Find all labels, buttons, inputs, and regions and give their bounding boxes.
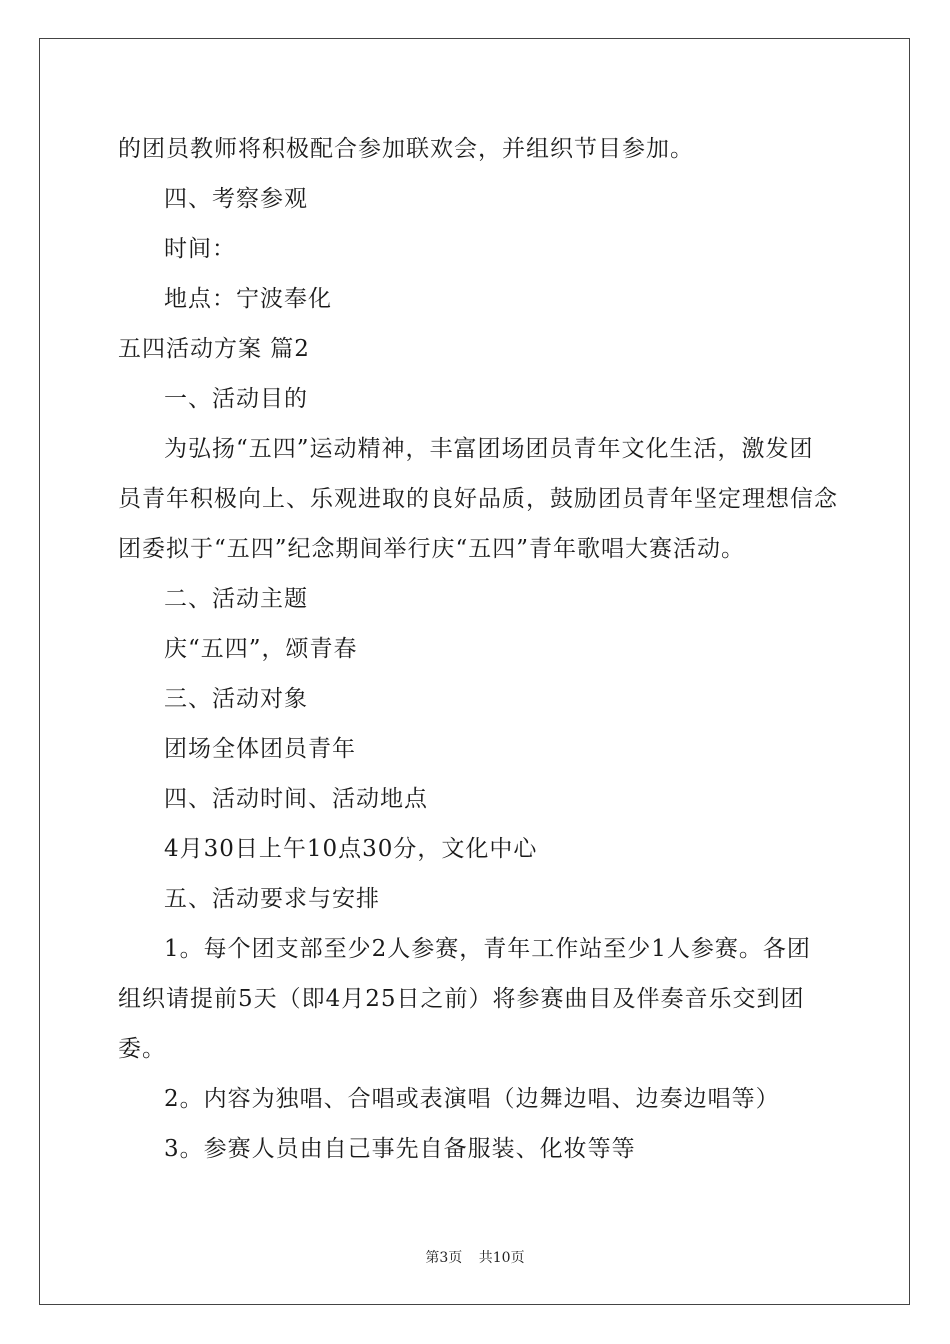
text-line-time-place: 4月30日上午10点30分，文化中心 xyxy=(164,836,538,862)
paragraph-line: 员青年积极向上、乐观进取的良好品质，鼓励团员青年坚定理想信念 xyxy=(118,486,838,512)
section-heading-audience: 三、活动对象 xyxy=(164,686,308,712)
text-line-1: 的团员教师将积极配合参加联欢会，并组织节目参加。 xyxy=(118,136,694,162)
section-heading-requirements: 五、活动要求与安排 xyxy=(164,886,380,912)
section-heading-theme: 二、活动主题 xyxy=(164,586,308,612)
list-item: 3。参赛人员由自己事先自备服装、化妆等等 xyxy=(164,1136,636,1162)
paragraph-line: 1。每个团支部至少2人参赛，青年工作站至少1人参赛。各团 xyxy=(164,936,811,962)
page-total: 共10页 xyxy=(478,1250,525,1266)
article-title: 五四活动方案 篇2 xyxy=(118,336,310,362)
paragraph-line: 委。 xyxy=(118,1036,166,1062)
list-item: 2。内容为独唱、合唱或表演唱（边舞边唱、边奏边唱等） xyxy=(164,1086,780,1112)
page-footer xyxy=(0,1247,950,1267)
text-line-audience: 团场全体团员青年 xyxy=(164,736,356,762)
text-line-location: 地点：宁波奉化 xyxy=(164,286,332,312)
section-heading-inspection: 四、考察参观 xyxy=(164,186,308,212)
text-line-time: 时间： xyxy=(164,236,236,262)
paragraph-line: 为弘扬“五四”运动精神，丰富团场团员青年文化生活，激发团 xyxy=(164,436,814,462)
page-number: 第3页 xyxy=(425,1250,463,1266)
document-body xyxy=(118,124,838,1174)
section-heading-time-place: 四、活动时间、活动地点 xyxy=(164,786,428,812)
paragraph-line: 团委拟于“五四”纪念期间举行庆“五四”青年歌唱大赛活动。 xyxy=(118,536,746,562)
section-heading-purpose: 一、活动目的 xyxy=(164,386,308,412)
paragraph-line: 组织请提前5天（即4月25日之前）将参赛曲目及伴奏音乐交到团 xyxy=(118,986,805,1012)
text-line-theme: 庆“五四”，颂青春 xyxy=(164,636,358,662)
